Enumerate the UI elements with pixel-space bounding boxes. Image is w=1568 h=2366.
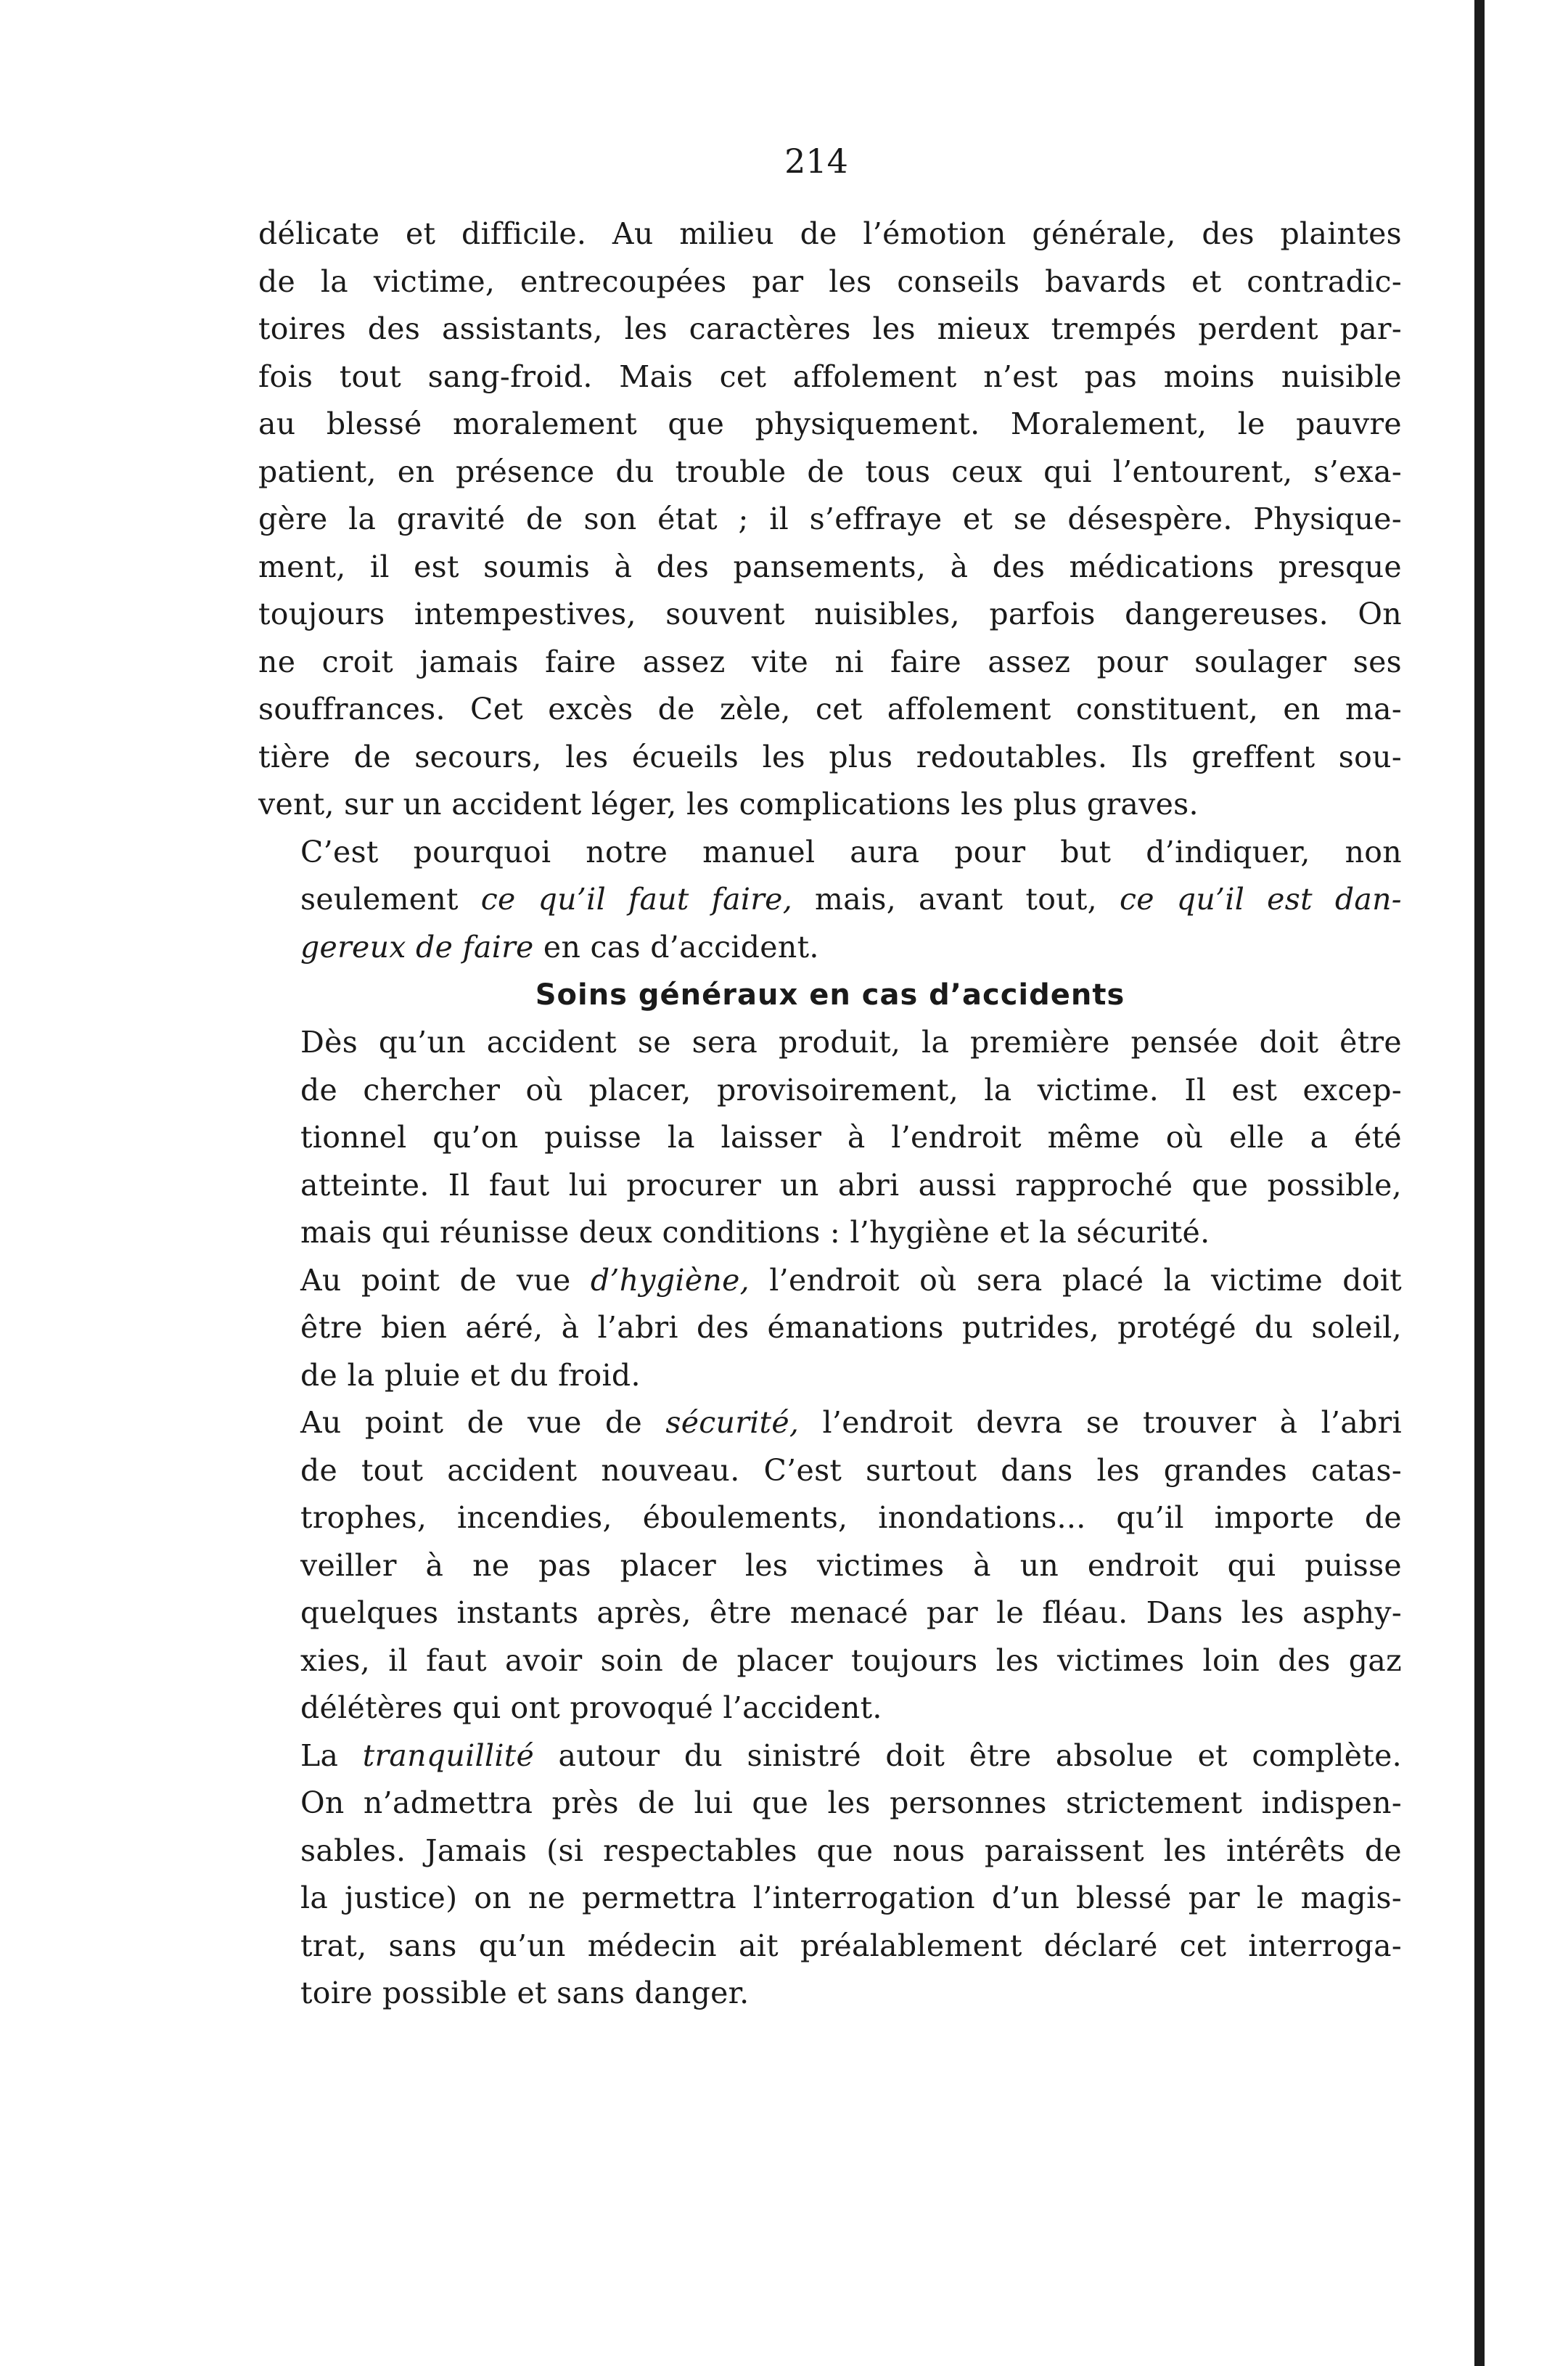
text-line xyxy=(258,1114,1402,1162)
text-line: toires des assistants, les caractères les mieux trempés perdent par- xyxy=(258,311,1402,346)
italic-phrase: gereux de faire xyxy=(300,929,534,965)
text-line xyxy=(258,924,1402,972)
text-run: trat, sans qu’un médecin ait préalablement déclaré cet interroga- xyxy=(300,1928,1402,1963)
text-line: patient, en présence du trouble de tous ceux qui l’entourent, s’exa- xyxy=(258,454,1402,489)
text-line xyxy=(258,1827,1402,1875)
paragraph xyxy=(258,1019,1402,1257)
italic-phrase: ce qu’il faut faire, xyxy=(480,882,793,917)
text-line xyxy=(258,1923,1402,1970)
text-line xyxy=(258,1780,1402,1827)
text-line xyxy=(258,829,1402,877)
text-run: trophes, incendies, éboulements, inondations... qu’il importe de xyxy=(300,1500,1402,1535)
text-line xyxy=(258,1447,1402,1495)
page-number: 214 xyxy=(784,142,848,181)
text-line xyxy=(258,876,1402,924)
text-line xyxy=(258,1257,1402,1305)
paragraph xyxy=(258,829,1402,972)
text-run: toire possible et sans danger. xyxy=(300,1976,750,2010)
text-line xyxy=(258,1875,1402,1923)
text-line: de la victime, entrecoupées par les conseils bavards et contradic- xyxy=(258,263,1402,299)
text-run: Dès qu’un accident se sera produit, la première pensée doit être xyxy=(300,1025,1402,1060)
text-run: quelques instants après, être menacé par le fléau. Dans les asphy- xyxy=(300,1595,1402,1630)
text-run: mais qui réunisse deux conditions : l’hygiène et la sécurité. xyxy=(300,1215,1210,1250)
text-run: Au point de vue de xyxy=(300,1405,666,1440)
text-line xyxy=(258,1732,1402,1780)
text-line xyxy=(258,1970,1402,2018)
text-line xyxy=(258,1494,1402,1542)
text-run: la justice) on ne permettra l’interrogation d’un blessé par le magis- xyxy=(300,1880,1402,1915)
text-line: ment, il est soumis à des pansements, à des médications presque xyxy=(258,549,1402,584)
text-line xyxy=(258,1304,1402,1352)
italic-phrase: sécurité, xyxy=(665,1405,800,1440)
text-line xyxy=(258,1352,1402,1400)
text-run: On n’admettra près de lui que les personnes strictement indispen- xyxy=(300,1785,1402,1820)
text-line xyxy=(258,1399,1402,1447)
text-run: autour du sinistré doit être absolue et complète. xyxy=(534,1737,1402,1773)
text-line xyxy=(258,1542,1402,1590)
text-run: en cas d’accident. xyxy=(533,929,819,965)
text-line: fois tout sang-froid. Mais cet affolement n’est pas moins nuisible xyxy=(258,359,1402,394)
text-line xyxy=(258,1019,1402,1067)
text-run: délétères qui ont provoqué l’accident. xyxy=(300,1690,882,1725)
section-heading: Soins généraux en cas d’accidents xyxy=(535,978,1125,1012)
text-line: toujours intempestives, souvent nuisibles, parfois dangereuses. On xyxy=(258,597,1402,631)
text-run: veiller à ne pas placer les victimes à un endroit qui puisse xyxy=(300,1547,1402,1583)
text-run: tionnel qu’on puisse la laisser à l’endroit même où elle a été xyxy=(300,1120,1402,1155)
text-run: seulement xyxy=(300,882,481,917)
text-line xyxy=(258,1637,1402,1685)
text-line: vent, sur un accident léger, les complications les plus graves. xyxy=(258,787,1199,822)
text-line xyxy=(258,1067,1402,1115)
text-run: de la pluie et du froid. xyxy=(300,1357,641,1393)
text-line: souffrances. Cet excès de zèle, cet affolement constituent, en ma- xyxy=(258,692,1402,726)
paragraph xyxy=(258,1399,1402,1732)
page-body xyxy=(258,210,1402,2018)
text-run: l’endroit où sera placé la victime doit xyxy=(750,1262,1402,1298)
text-line xyxy=(258,1162,1402,1210)
text-line: tière de secours, les écueils les plus redoutables. Ils greffent sou- xyxy=(258,739,1402,774)
text-run: de tout accident nouveau. C’est surtout dans les grandes catas- xyxy=(300,1452,1402,1488)
italic-phrase: ce qu’il est dan- xyxy=(1119,882,1402,917)
text-line xyxy=(258,1589,1402,1637)
text-run: de chercher où placer, provisoirement, la victime. Il est excep- xyxy=(300,1072,1402,1108)
paragraph xyxy=(258,1732,1402,2018)
text-run: atteinte. Il faut lui procurer un abri aussi rapproché que possible, xyxy=(300,1167,1402,1203)
text-run: C’est pourquoi notre manuel aura pour but d’indiquer, non xyxy=(300,834,1402,869)
text-line: délicate et difficile. Au milieu de l’émotion générale, des plaintes xyxy=(258,216,1402,251)
text-line: gère la gravité de son état ; il s’effraye et se désespère. Physique- xyxy=(258,502,1402,536)
text-run: sables. Jamais (si respectables que nous paraissent les intérêts de xyxy=(300,1833,1402,1868)
text-line xyxy=(258,1209,1402,1257)
paragraph xyxy=(258,210,1402,829)
paragraph xyxy=(258,1257,1402,1400)
page-binding-edge xyxy=(1474,0,1485,2366)
italic-phrase: d’hygiène, xyxy=(590,1262,750,1298)
text-run: Au point de vue xyxy=(300,1262,591,1298)
italic-phrase: tranquillité xyxy=(362,1737,535,1773)
text-run: xies, il faut avoir soin de placer toujours les victimes loin des gaz xyxy=(300,1642,1402,1678)
text-run: La xyxy=(300,1737,363,1773)
text-run: être bien aéré, à l’abri des émanations putrides, protégé du soleil, xyxy=(300,1310,1402,1345)
text-line xyxy=(258,1685,1402,1732)
text-run: mais, avant tout, xyxy=(792,882,1120,917)
text-line: ne croit jamais faire assez vite ni faire assez pour soulager ses xyxy=(258,644,1402,679)
text-line: au blessé moralement que physiquement. Moralement, le pauvre xyxy=(258,406,1402,441)
text-run: l’endroit devra se trouver à l’abri xyxy=(799,1405,1402,1440)
